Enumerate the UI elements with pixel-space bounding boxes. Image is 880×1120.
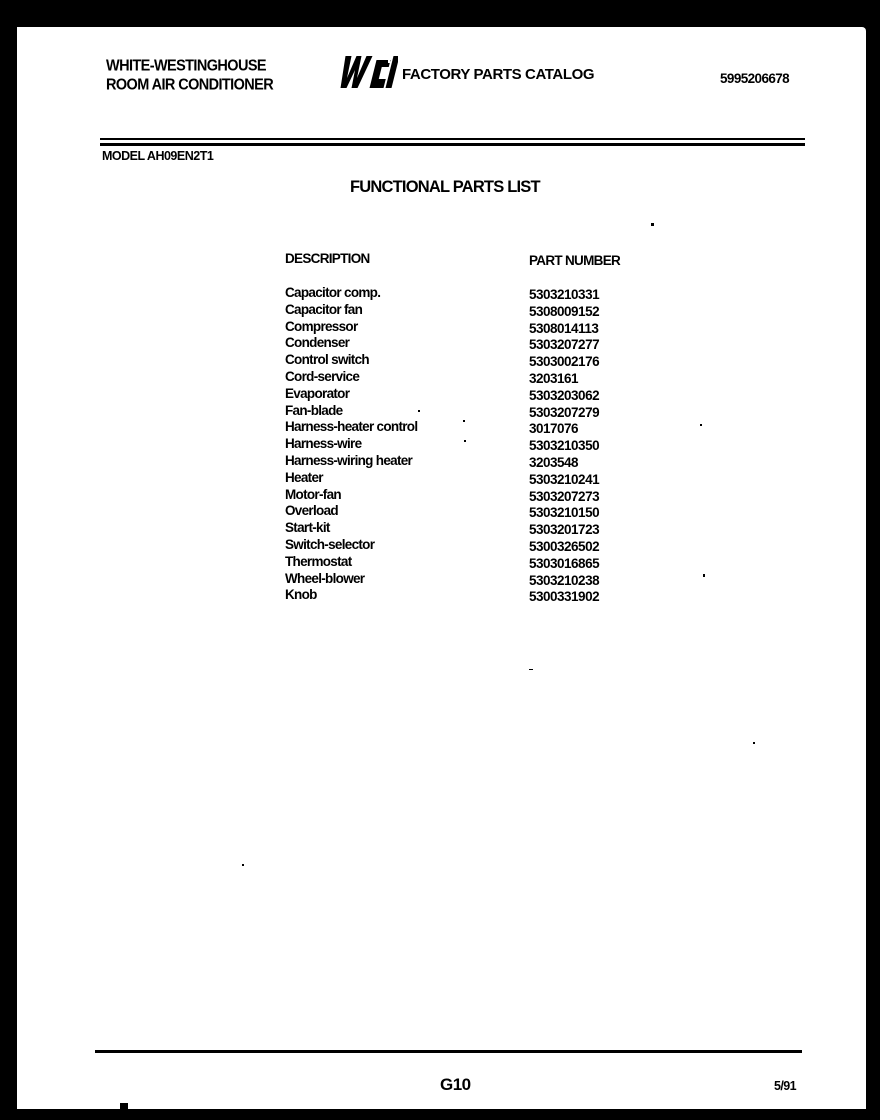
part-number: 5303210350 [529,438,600,454]
parts-row [285,571,625,588]
part-number: 5303210241 [529,471,600,487]
parts-row [285,503,625,520]
part-description: Knob [285,587,317,603]
scan-speck [700,424,702,426]
page-code: G10 [440,1075,471,1094]
part-number: 5303207273 [529,488,600,504]
brand-line-2: ROOM AIR CONDITIONER [106,77,274,94]
part-description: Condenser [285,335,350,351]
part-number: 5303201723 [529,522,600,538]
brand-line-1: WHITE-WESTINGHOUSE [106,58,266,75]
parts-row [285,285,625,302]
part-description: Harness-heater control [285,419,418,435]
part-number: 5303016865 [529,555,600,571]
parts-row [285,419,625,436]
part-number: 5308014113 [529,320,599,336]
part-number: 3203161 [529,370,579,386]
scan-speck [464,440,466,442]
parts-row [285,319,625,336]
scan-speck [120,1103,128,1109]
parts-row [285,352,625,369]
column-header-description: DESCRIPTION [285,251,370,266]
part-number: 5303210150 [529,505,600,521]
part-description: Compressor [285,318,358,334]
part-description: Evaporator [285,385,350,401]
part-number: 5308009152 [529,303,600,319]
scan-speck [418,410,420,412]
part-number: 5303203062 [529,387,600,403]
footer-rule [95,1050,802,1053]
parts-row [285,302,625,319]
part-description: Fan-blade [285,402,343,418]
part-description: Start-kit [285,520,330,536]
catalog-number: 5995206678 [720,71,790,86]
parts-row [285,369,625,386]
part-description: Harness-wire [285,436,362,452]
parts-row [285,554,625,571]
header-rule-top [100,138,805,140]
part-number: 5300331902 [529,589,600,605]
page-title: FUNCTIONAL PARTS LIST [350,178,540,196]
parts-row [285,470,625,487]
scan-speck [651,223,654,226]
revision-date: 5/91 [774,1079,796,1093]
wci-logo-icon [336,54,398,90]
part-number: 5303207277 [529,337,600,353]
scan-speck [463,420,465,422]
parts-row [285,487,625,504]
part-number: 5300326502 [529,538,600,554]
catalog-title: FACTORY PARTS CATALOG [402,66,595,83]
part-description: Motor-fan [285,486,341,502]
part-description: Control switch [285,352,369,368]
part-number: 5303210238 [529,572,600,588]
parts-row [285,520,625,537]
header-rule-bottom [100,143,805,146]
parts-row [285,436,625,453]
part-description: Wheel-blower [285,570,365,586]
part-description: Heater [285,469,323,485]
scan-speck [753,742,755,744]
scan-speck [242,864,244,866]
part-description: Switch-selector [285,536,375,552]
part-description: Harness-wiring heater [285,452,413,468]
part-description: Capacitor comp. [285,285,381,300]
part-description: Capacitor fan [285,301,363,317]
part-number: 5303207279 [529,404,600,420]
part-description: Cord-service [285,368,360,384]
parts-row [285,335,625,352]
parts-row [285,403,625,420]
model-number: MODEL AH09EN2T1 [102,149,214,163]
part-number: 5303210331 [529,287,600,302]
scan-speck [703,574,705,577]
scan-speck [529,669,533,670]
brand-block [106,57,273,95]
parts-row [285,386,625,403]
part-description: Overload [285,503,338,519]
part-number: 3017076 [529,421,579,437]
part-number: 3203548 [529,454,579,470]
part-number: 5303002176 [529,354,600,370]
parts-list [285,285,625,604]
parts-row [285,453,625,470]
column-header-part-number: PART NUMBER [529,253,621,268]
part-description: Thermostat [285,553,352,569]
parts-row [285,587,625,604]
parts-row [285,537,625,554]
